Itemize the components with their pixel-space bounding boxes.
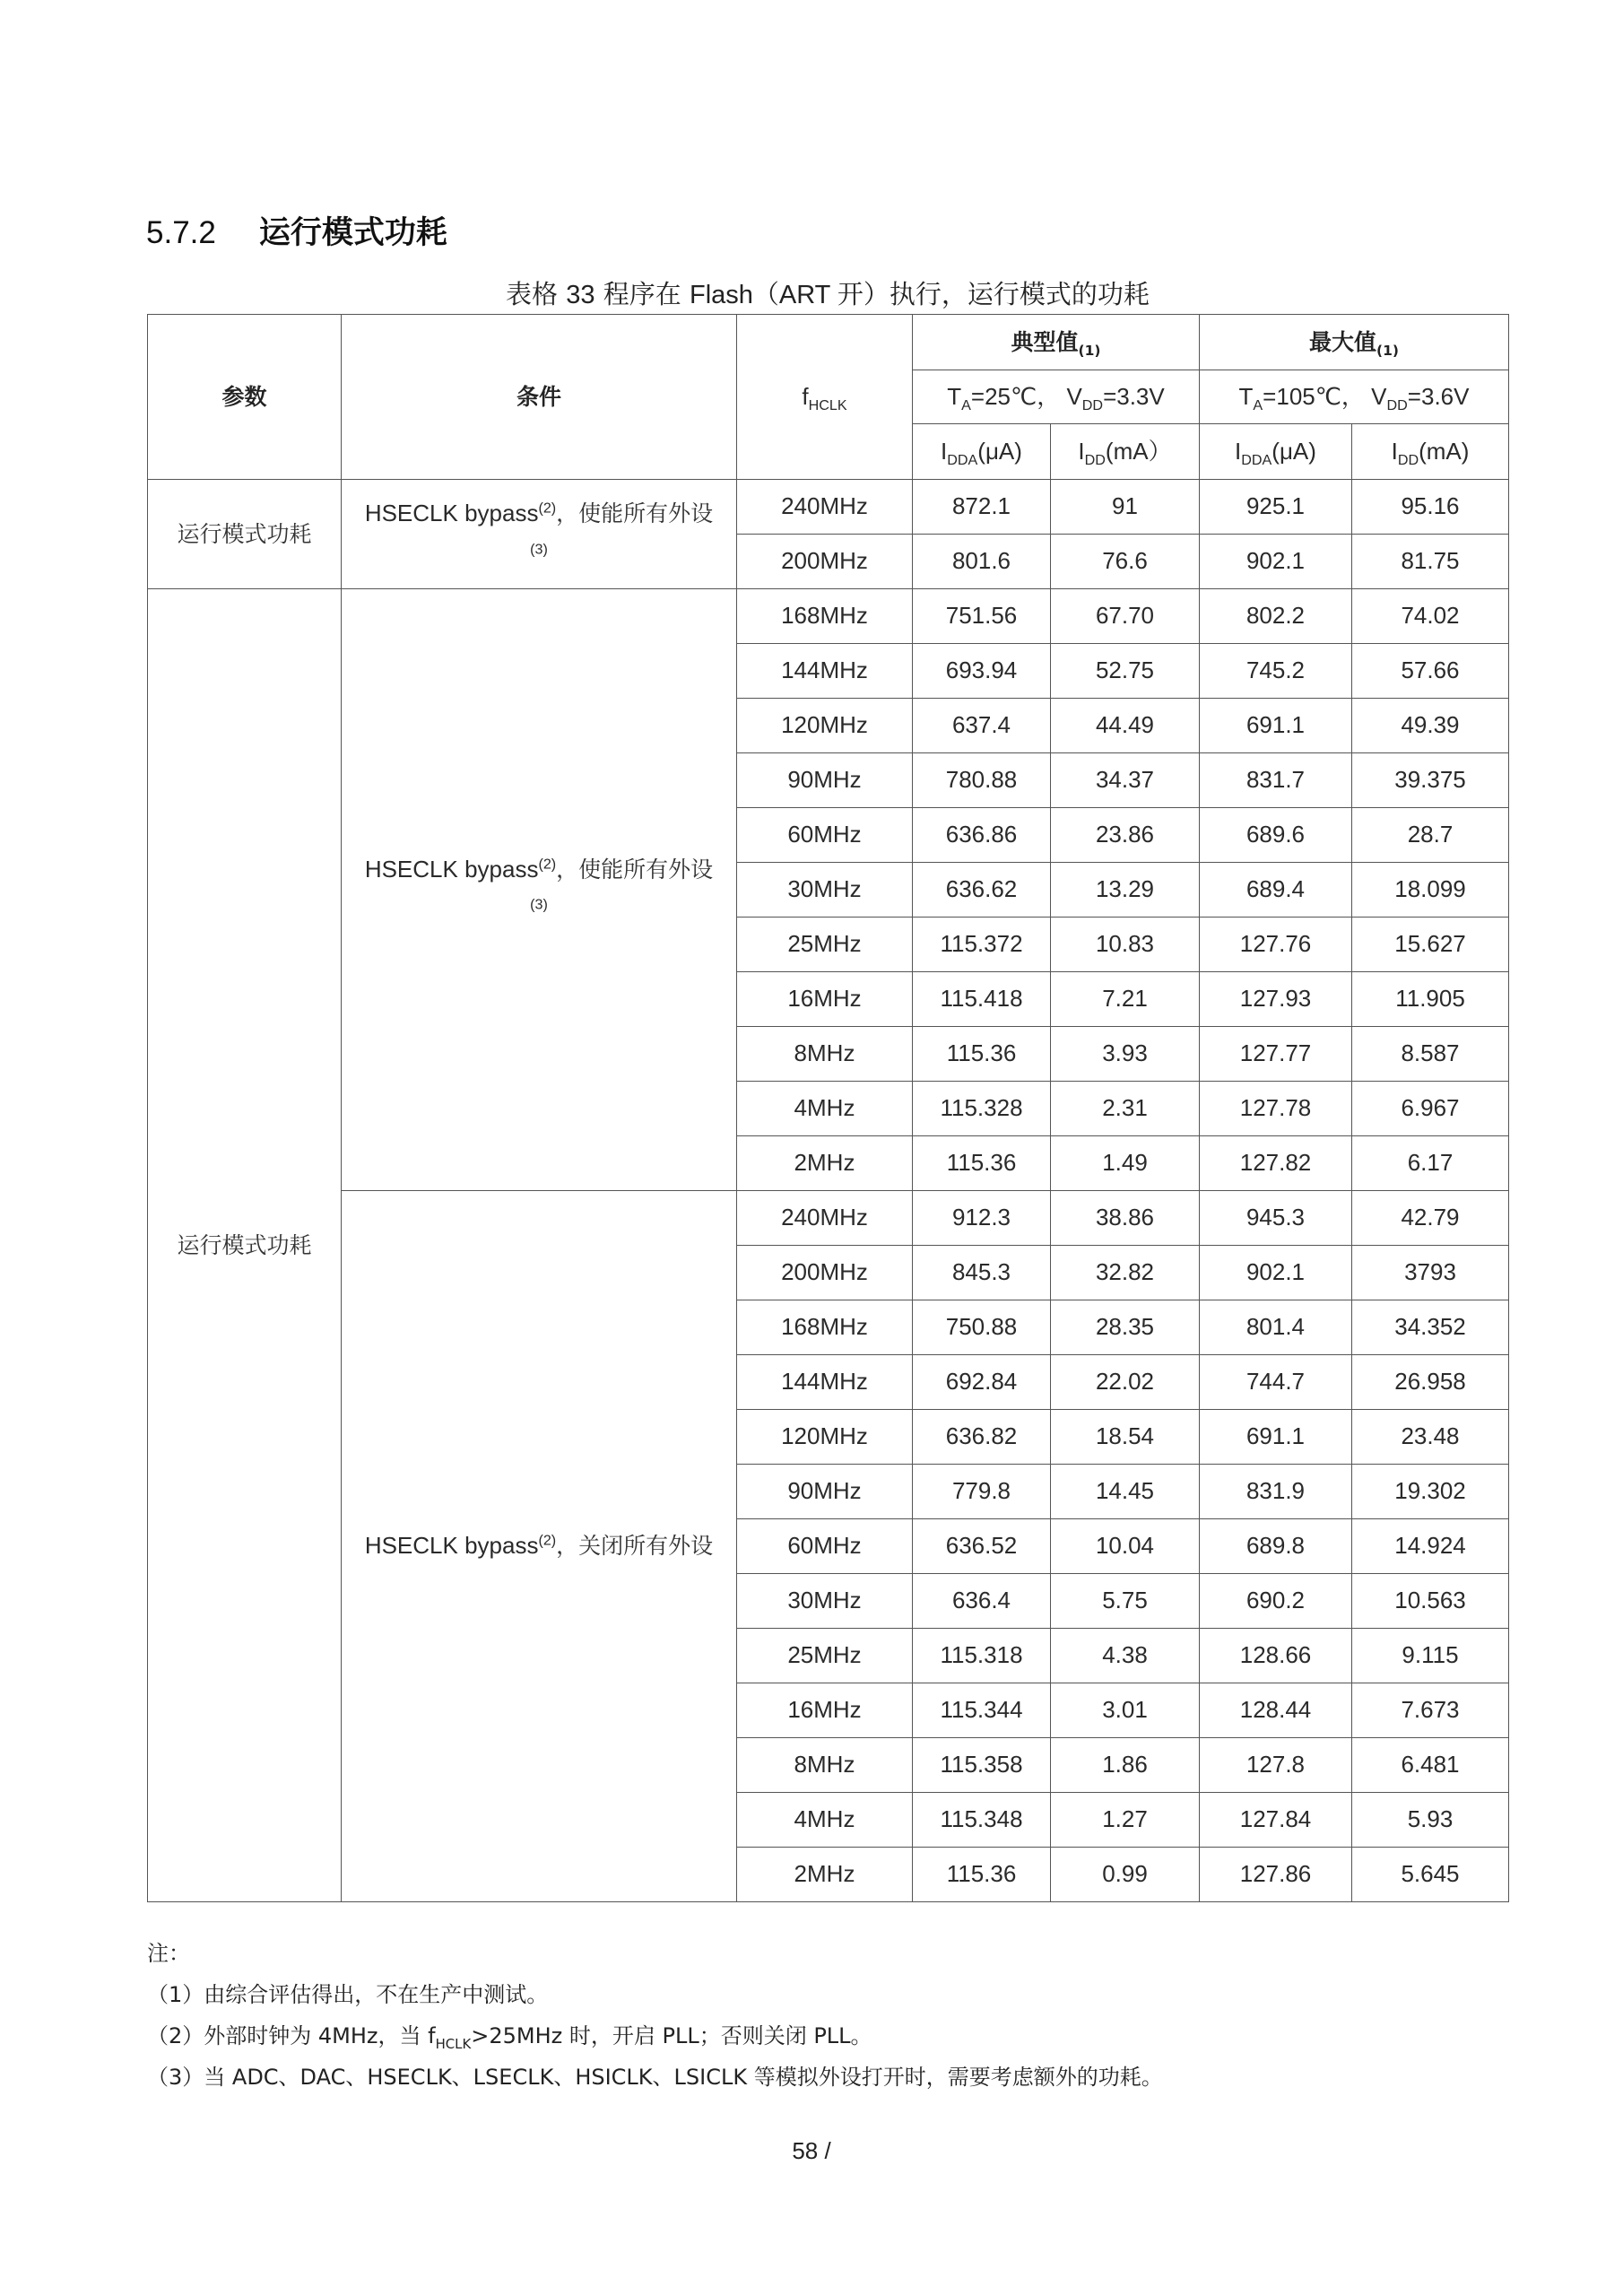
cell-freq: 16MHz [737,1683,913,1738]
cell-max-idda: 801.4 [1200,1300,1352,1355]
cell-freq: 2MHz [737,1136,913,1191]
page-number: 58 / [792,2137,831,2164]
cell-freq: 8MHz [737,1738,913,1793]
header-max-idd: $I_{DD}(mA)$ [1352,424,1509,480]
cell-freq: 30MHz [737,1574,913,1629]
cell-max-idd: 8.587 [1352,1027,1509,1082]
cell-max-idd: 6.967 [1352,1082,1509,1136]
cell-typ-idda: 636.86 [913,808,1051,863]
cell-typ-idd: 0.99 [1051,1848,1200,1902]
header-typical-conditions: $T_A=25℃$， $V_{DD}=3.3V$ [913,370,1200,424]
cell-typ-idd: 10.04 [1051,1519,1200,1574]
cell-typ-idda: 779.8 [913,1465,1051,1519]
header-max-idda: $I_{DDA}(\mu A)$ [1200,424,1352,480]
condition-cell: HSECLK bypass$^{(2)}$，使能所有外设$^{(3)}$ [342,589,737,1191]
caption-text1: 程序在 [603,279,681,309]
caption-number: 33 [566,281,595,309]
cell-freq: 144MHz [737,644,913,699]
cell-freq: 2MHz [737,1848,913,1902]
cell-typ-idd: 22.02 [1051,1355,1200,1410]
cell-max-idd: 6.481 [1352,1738,1509,1793]
header-fhclk: $f_{HCLK}$ [737,315,913,480]
cell-freq: 168MHz [737,1300,913,1355]
cell-max-idda: 689.8 [1200,1519,1352,1574]
cell-max-idda: 128.66 [1200,1629,1352,1683]
header-typ-idd: $I_{DD}(mA)$ [1051,424,1200,480]
cell-max-idd: 18.099 [1352,863,1509,918]
cell-max-idda: 689.4 [1200,863,1352,918]
cell-typ-idd: 5.75 [1051,1574,1200,1629]
cell-typ-idd: 1.49 [1051,1136,1200,1191]
cell-typ-idda: 692.84 [913,1355,1051,1410]
table-row [148,1191,1509,1246]
cell-typ-idd: 3.93 [1051,1027,1200,1082]
cell-max-idd: 7.673 [1352,1683,1509,1738]
power-consumption-table [147,314,1509,1902]
cell-max-idda: 689.6 [1200,808,1352,863]
condition-cell: HSECLK bypass$^{(2)}$，关闭所有外设 [342,1191,737,1902]
cell-typ-idda: 872.1 [913,480,1051,535]
caption-prefix: 表格 [506,279,559,309]
cell-max-idda: 831.9 [1200,1465,1352,1519]
header-maximum-conditions: $T_A=105℃$， $V_{DD}=3.6V$ [1200,370,1509,424]
param-cell: 运行模式功耗 [148,589,342,1902]
cell-typ-idd: 28.35 [1051,1300,1200,1355]
header-maximum: 最大值$_{(1)}$ [1200,315,1509,370]
note-2: （2）外部时钟为 4MHz，当 $f_{HCLK}>25MHz$ 时，开启 PLL；否则关闭 PLL。 [147,2023,872,2052]
cell-typ-idd: 3.01 [1051,1683,1200,1738]
header-param: 参数 [148,315,342,480]
cell-freq: 4MHz [737,1793,913,1848]
cell-max-idda: 127.86 [1200,1848,1352,1902]
cell-max-idd: 9.115 [1352,1629,1509,1683]
cell-max-idd: 28.7 [1352,808,1509,863]
cell-typ-idda: 115.318 [913,1629,1051,1683]
section-number: 5.7.2 [146,215,216,250]
cell-max-idd: 3793 [1352,1246,1509,1300]
cell-freq: 240MHz [737,480,913,535]
cell-max-idda: 691.1 [1200,699,1352,753]
cell-max-idda: 127.78 [1200,1082,1352,1136]
cell-max-idd: 42.79 [1352,1191,1509,1246]
cell-max-idd: 19.302 [1352,1465,1509,1519]
cell-freq: 90MHz [737,753,913,808]
cell-max-idda: 745.2 [1200,644,1352,699]
cell-typ-idda: 115.358 [913,1738,1051,1793]
section-title: 运行模式功耗 [258,215,447,251]
cell-typ-idda: 750.88 [913,1300,1051,1355]
cell-max-idd: 11.905 [1352,972,1509,1027]
cell-freq: 120MHz [737,699,913,753]
note-1: （1）由综合评估得出，不在生产中测试。 [147,1982,549,2007]
cell-max-idd: 5.93 [1352,1793,1509,1848]
cell-freq: 120MHz [737,1410,913,1465]
cell-max-idd: 95.16 [1352,480,1509,535]
cell-freq: 90MHz [737,1465,913,1519]
cell-typ-idd: 32.82 [1051,1246,1200,1300]
cell-max-idd: 81.75 [1352,535,1509,589]
cell-typ-idda: 636.62 [913,863,1051,918]
cell-typ-idd: 10.83 [1051,918,1200,972]
header-typ-idda: $I_{DDA}(\mu A)$ [913,424,1051,480]
cell-max-idda: 945.3 [1200,1191,1352,1246]
cell-max-idd: 14.924 [1352,1519,1509,1574]
cell-max-idda: 127.93 [1200,972,1352,1027]
notes [147,1935,1528,2100]
cell-max-idda: 690.2 [1200,1574,1352,1629]
cell-typ-idd: 7.21 [1051,972,1200,1027]
cell-freq: 200MHz [737,1246,913,1300]
cell-freq: 168MHz [737,589,913,644]
cell-freq: 60MHz [737,808,913,863]
cell-typ-idda: 115.372 [913,918,1051,972]
cell-freq: 200MHz [737,535,913,589]
note-3: （3）当 ADC、DAC、HSECLK、LSECLK、HSICLK、LSICLK 等模拟外设打开时，需要考虑额外的功耗。 [147,2065,1163,2090]
cell-max-idda: 831.7 [1200,753,1352,808]
cell-typ-idda: 115.418 [913,972,1051,1027]
cell-max-idd: 15.627 [1352,918,1509,972]
cell-max-idda: 127.77 [1200,1027,1352,1082]
cell-typ-idda: 115.344 [913,1683,1051,1738]
caption-text2: Flash（ART 开）执行，运行模式的功耗 [690,281,1150,309]
cell-typ-idd: 2.31 [1051,1082,1200,1136]
cell-max-idd: 57.66 [1352,644,1509,699]
cell-max-idd: 39.375 [1352,753,1509,808]
cell-freq: 144MHz [737,1355,913,1410]
cell-typ-idda: 801.6 [913,535,1051,589]
cell-typ-idda: 115.36 [913,1136,1051,1191]
notes-heading: 注： [147,1941,190,1966]
cell-typ-idd: 67.70 [1051,589,1200,644]
cell-typ-idda: 115.36 [913,1848,1051,1902]
header-condition: 条件 [342,315,737,480]
cell-typ-idd: 4.38 [1051,1629,1200,1683]
cell-max-idd: 34.352 [1352,1300,1509,1355]
cell-typ-idda: 636.52 [913,1519,1051,1574]
cell-max-idd: 6.17 [1352,1136,1509,1191]
cell-typ-idda: 780.88 [913,753,1051,808]
table-row [148,589,1509,644]
cell-max-idd: 10.563 [1352,1574,1509,1629]
table-caption [147,274,1508,311]
cell-max-idda: 127.76 [1200,918,1352,972]
cell-typ-idda: 115.348 [913,1793,1051,1848]
cell-freq: 8MHz [737,1027,913,1082]
cell-typ-idda: 751.56 [913,589,1051,644]
cell-max-idda: 744.7 [1200,1355,1352,1410]
cell-max-idd: 74.02 [1352,589,1509,644]
cell-typ-idd: 1.86 [1051,1738,1200,1793]
cell-typ-idd: 18.54 [1051,1410,1200,1465]
cell-typ-idda: 115.328 [913,1082,1051,1136]
cell-max-idda: 691.1 [1200,1410,1352,1465]
cell-typ-idd: 76.6 [1051,535,1200,589]
cell-max-idd: 5.645 [1352,1848,1509,1902]
section-heading [146,208,447,253]
cell-max-idda: 802.2 [1200,589,1352,644]
cell-typ-idda: 845.3 [913,1246,1051,1300]
condition-cell: HSECLK bypass$^{(2)}$，使能所有外设$^{(3)}$ [342,480,737,589]
cell-typ-idd: 1.27 [1051,1793,1200,1848]
cell-typ-idd: 52.75 [1051,644,1200,699]
cell-freq: 240MHz [737,1191,913,1246]
cell-typ-idd: 34.37 [1051,753,1200,808]
header-typical: 典型值$_{(1)}$ [913,315,1200,370]
cell-typ-idd: 14.45 [1051,1465,1200,1519]
cell-max-idda: 128.44 [1200,1683,1352,1738]
cell-typ-idd: 13.29 [1051,863,1200,918]
cell-freq: 4MHz [737,1082,913,1136]
cell-typ-idda: 693.94 [913,644,1051,699]
cell-typ-idd: 23.86 [1051,808,1200,863]
cell-max-idda: 925.1 [1200,480,1352,535]
cell-typ-idd: 91 [1051,480,1200,535]
cell-freq: 60MHz [737,1519,913,1574]
cell-max-idda: 127.84 [1200,1793,1352,1848]
cell-typ-idda: 912.3 [913,1191,1051,1246]
param-cell: 运行模式功耗 [148,480,342,589]
cell-typ-idd: 44.49 [1051,699,1200,753]
table-row [148,480,1509,535]
cell-freq: 16MHz [737,972,913,1027]
cell-max-idd: 26.958 [1352,1355,1509,1410]
cell-max-idda: 127.82 [1200,1136,1352,1191]
cell-freq: 30MHz [737,863,913,918]
cell-max-idd: 49.39 [1352,699,1509,753]
cell-typ-idda: 637.4 [913,699,1051,753]
cell-max-idda: 902.1 [1200,1246,1352,1300]
cell-max-idda: 902.1 [1200,535,1352,589]
cell-typ-idd: 38.86 [1051,1191,1200,1246]
cell-max-idd: 23.48 [1352,1410,1509,1465]
cell-max-idda: 127.8 [1200,1738,1352,1793]
cell-typ-idda: 636.82 [913,1410,1051,1465]
cell-freq: 25MHz [737,1629,913,1683]
cell-freq: 25MHz [737,918,913,972]
cell-typ-idda: 115.36 [913,1027,1051,1082]
cell-typ-idda: 636.4 [913,1574,1051,1629]
